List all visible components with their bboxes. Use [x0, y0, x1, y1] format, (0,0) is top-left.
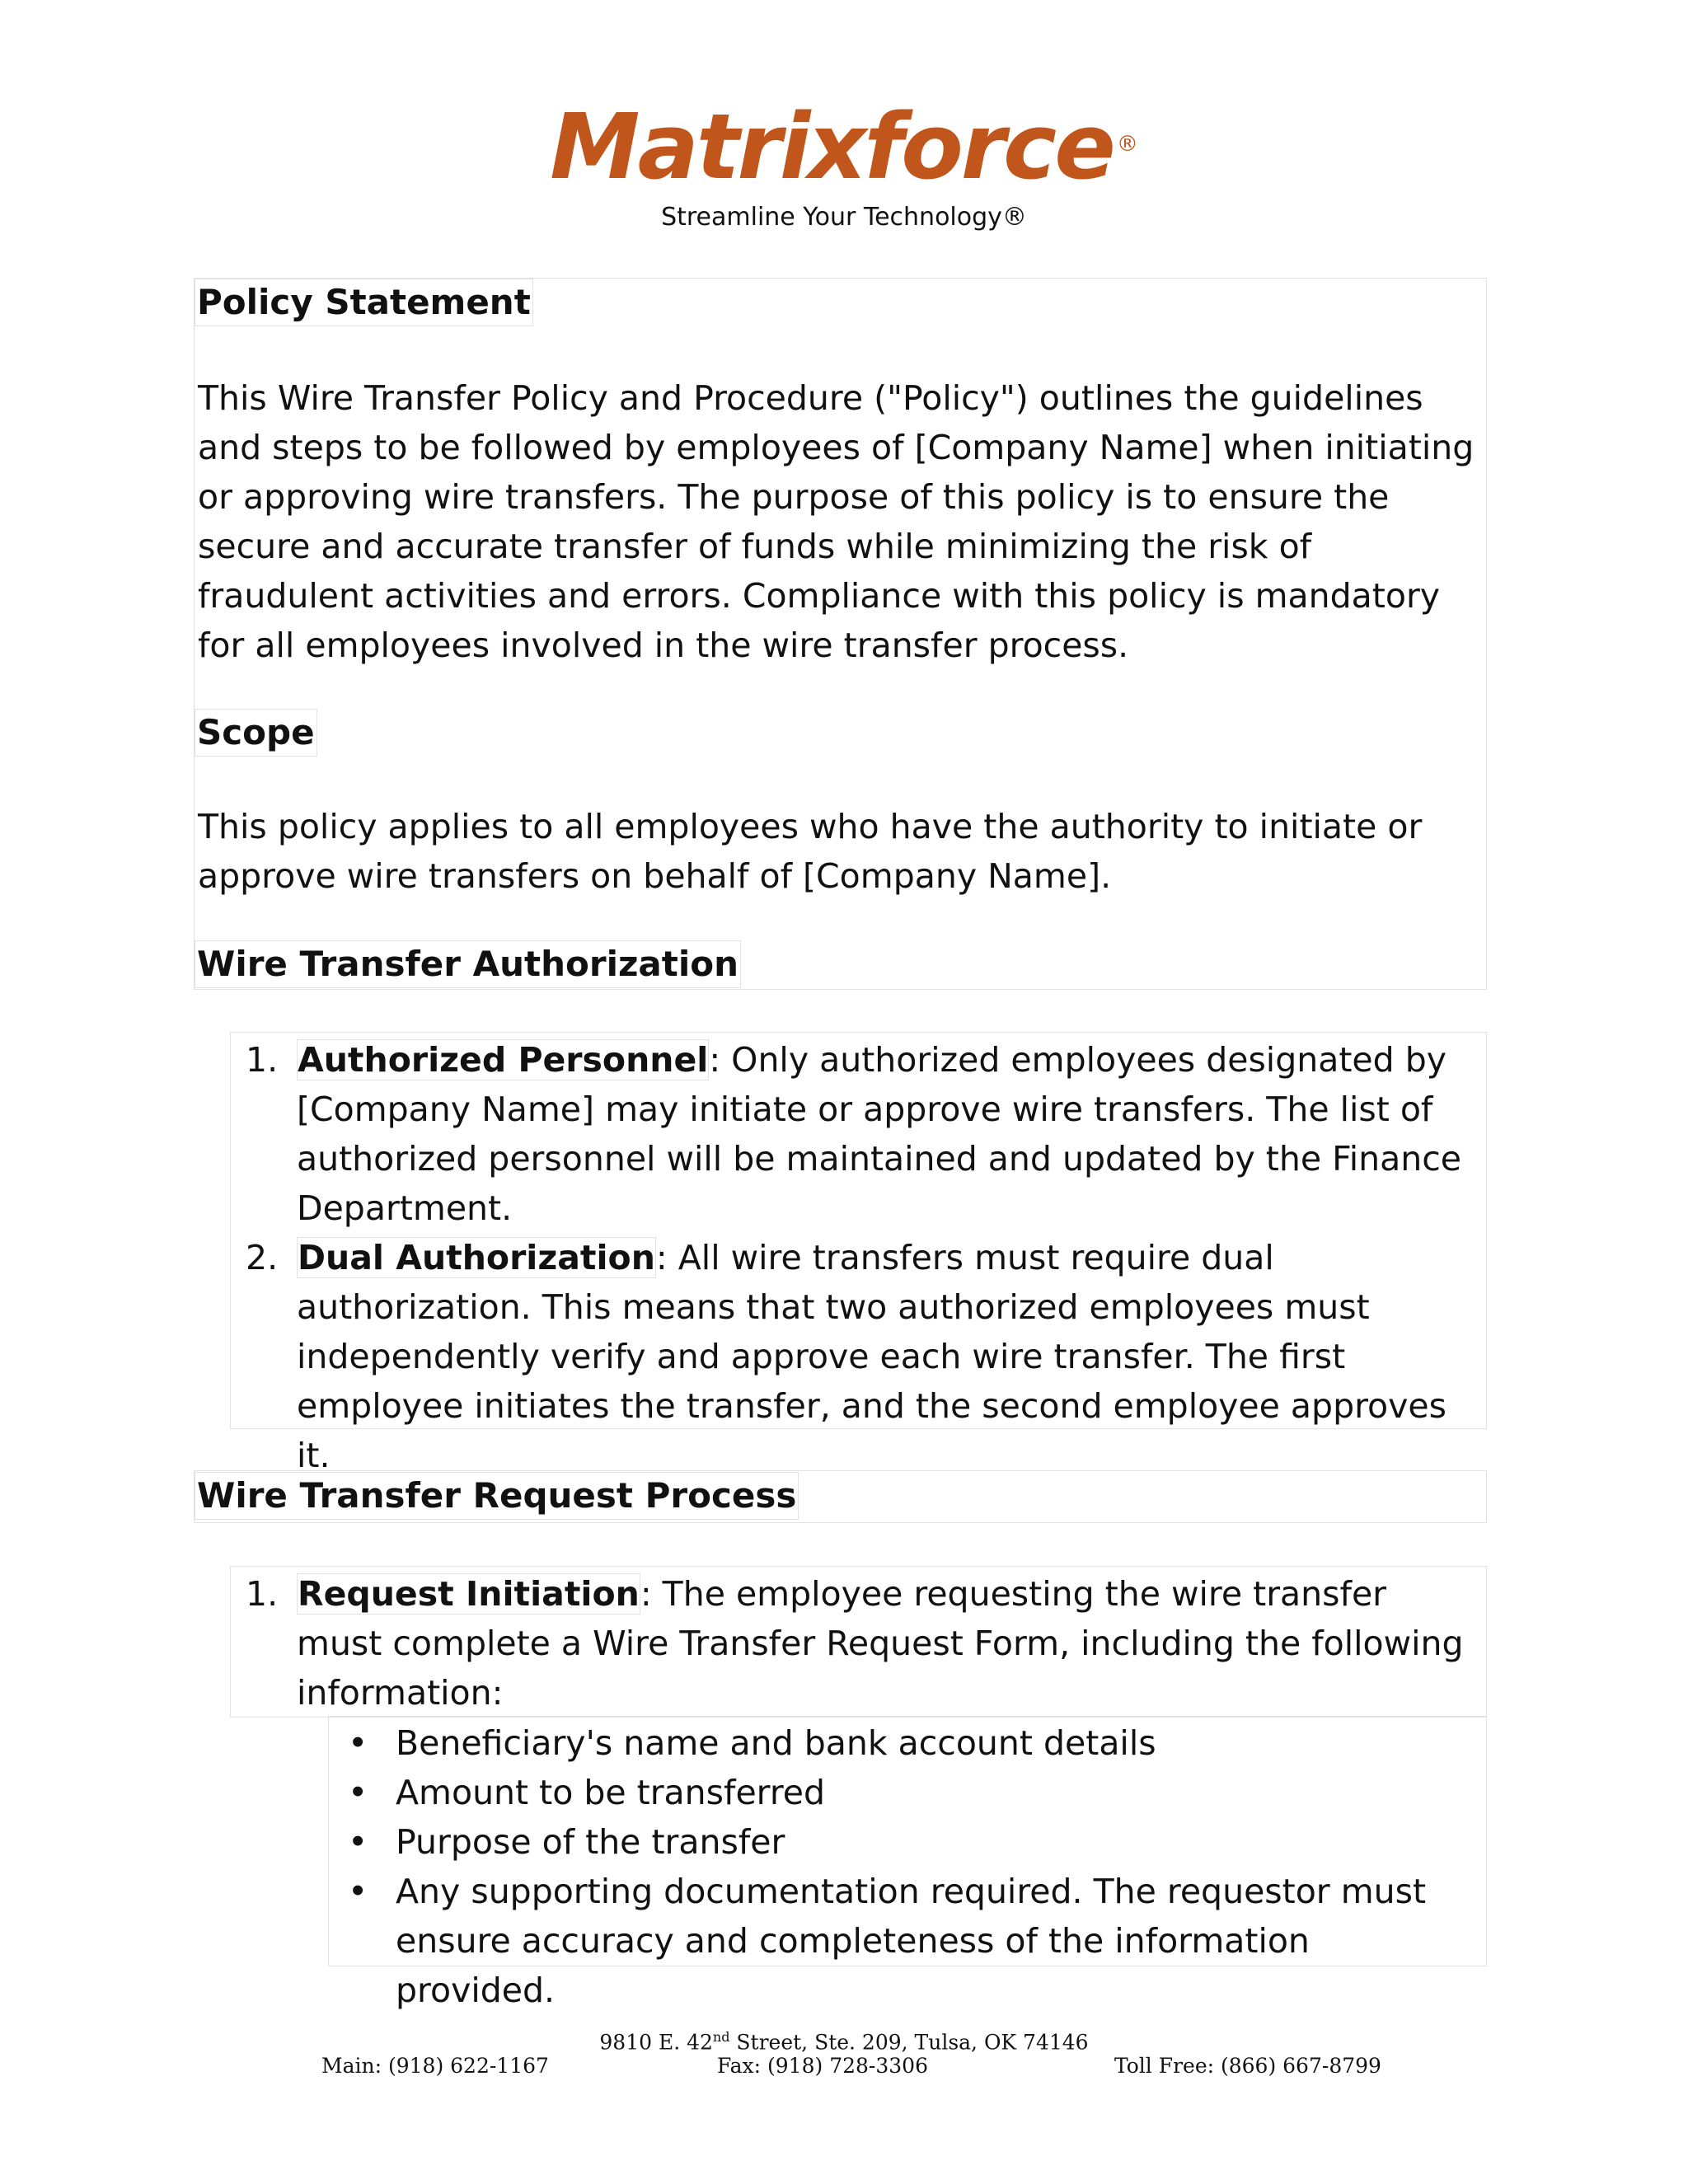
policy-statement-body: This Wire Transfer Policy and Procedure ("Policy") outlines the guidelines and steps to be followed by employees of [Company Name] when initiating or approving wire transfers. The purpose of this policy is to ensure the secure and accurate transfer of funds while minimizing the risk of fraudulent activities and errors. Compliance with this policy is mandatory for all employees involved in the wire transfer process. [198, 378, 1475, 665]
authorization-heading: Wire Transfer Authorization [195, 940, 741, 988]
request-details-list [348, 1718, 1467, 2015]
bullet-item: • Any supporting documentation required. The requestor must ensure accuracy and completeness of the information provided. [396, 1867, 1467, 2015]
footer-main-phone: Main: (918) 622-1167 [321, 2054, 549, 2078]
item-term: Authorized Personnel [298, 1040, 709, 1080]
item-text: : The employee requesting the wire transfer must complete a Wire Transfer Request Form, including the following information: [297, 1574, 1464, 1713]
registered-mark: ® [1116, 132, 1138, 157]
footer-fax: Fax: (918) 728-3306 [717, 2054, 928, 2078]
bullet-item: • Purpose of the transfer [396, 1817, 1467, 1867]
footer-toll-free: Toll Free: (866) 667-8799 [1114, 2054, 1381, 2078]
item-text: : Only authorized employees designated by [Company Name] may initiate or approve wire transfers. The list of authorized personnel will be maintained and updated by the Finance Department. [297, 1040, 1461, 1228]
item-number: 2. [246, 1238, 279, 1277]
company-logo [0, 94, 1688, 199]
tagline: Streamline Your Technology® [661, 203, 1027, 232]
bullet-item: • Beneficiary's name and bank account details [396, 1718, 1467, 1768]
request-list [246, 1569, 1467, 1718]
logo-wordmark: Matrixforce [550, 94, 1114, 199]
policy-statement-heading: Policy Statement [195, 279, 533, 326]
item-number: 1. [246, 1040, 279, 1080]
scope-heading: Scope [195, 709, 317, 757]
bullet-dot: • [348, 1822, 368, 1862]
item-text: : All wire transfers must require dual authorization. This means that two authorized employees must independently verify and approve each wire transfer. The first employee initiates the transfer, and the second employee approves it. [297, 1238, 1447, 1475]
scope-body: This policy applies to all employees who have the authority to initiate or approve wire transfers on behalf of [Company Name]. [198, 807, 1423, 896]
item-term: Request Initiation [298, 1574, 640, 1614]
request-process-heading: Wire Transfer Request Process [195, 1472, 799, 1520]
bullet-dot: • [348, 1872, 368, 1911]
list-item-request-initiation [246, 1569, 1467, 1718]
list-item-authorized-personnel [246, 1035, 1467, 1233]
bullet-dot: • [348, 1723, 368, 1763]
bullet-item: • Amount to be transferred [396, 1768, 1467, 1817]
footer-address: 9810 E. 42nd Street, Ste. 209, Tulsa, OK 74146 [599, 2029, 1089, 2055]
authorization-list [246, 1035, 1467, 1480]
bullet-dot: • [348, 1773, 368, 1812]
list-item-dual-authorization [246, 1233, 1467, 1480]
item-number: 1. [246, 1574, 279, 1614]
item-term: Dual Authorization [298, 1238, 655, 1277]
